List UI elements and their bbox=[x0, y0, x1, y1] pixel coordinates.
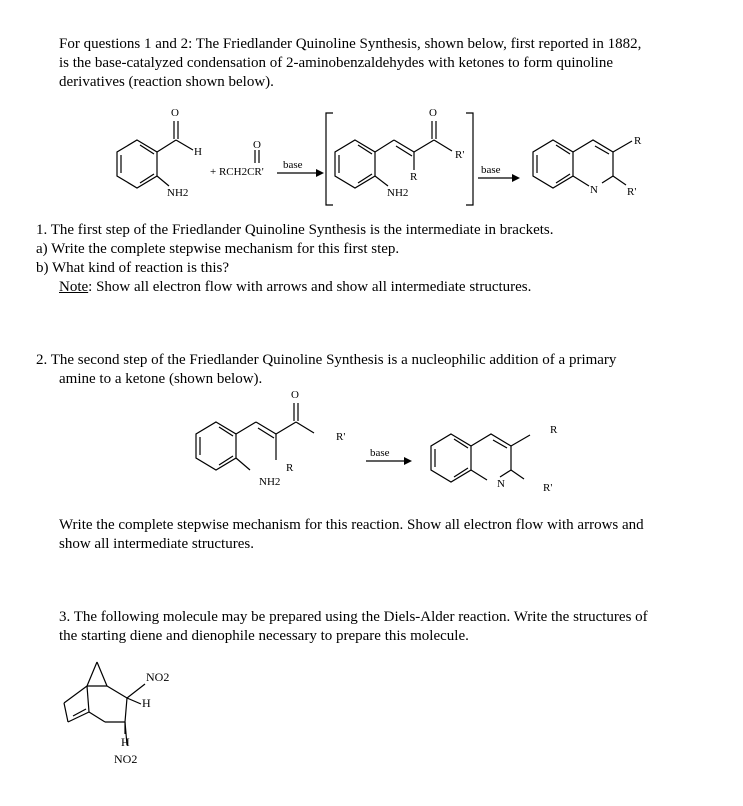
note-text: : Show all electron flow with arrows and show all intermediate structures. bbox=[88, 279, 532, 295]
aldehyde-nh2-label: NH2 bbox=[167, 187, 189, 199]
scheme-2-product-r-label: R bbox=[550, 424, 558, 436]
question-1-part-a: a) Write the complete stepwise mechanism for this first step. bbox=[36, 241, 400, 257]
intro-line-1: For questions 1 and 2: The Friedlander Quinoline Synthesis, shown below, first reported in 1882, bbox=[59, 36, 642, 52]
question-2-instruction-line-1: Write the complete stepwise mechanism for this reaction. Show all electron flow with arrows and bbox=[59, 517, 644, 533]
scheme-2-product-rprime-label: R' bbox=[543, 482, 553, 494]
scheme-2-rprime-label: R' bbox=[336, 431, 346, 443]
ketone-o-label: O bbox=[253, 139, 261, 151]
question-3-line-2: the starting diene and dienophile necessary to prepare this molecule. bbox=[59, 628, 469, 644]
product-rprime-label: R' bbox=[627, 186, 637, 198]
product-n-label: N bbox=[590, 184, 598, 196]
question-3-line-1: 3. The following molecule may be prepared using the Diels-Alder reaction. Write the structures of bbox=[59, 609, 648, 625]
question-1-title: 1. The first step of the Friedlander Quinoline Synthesis is the intermediate in brackets. bbox=[36, 222, 554, 238]
h-top-label: H bbox=[142, 696, 151, 710]
intermediate-nh2-label: NH2 bbox=[387, 187, 409, 199]
question-1-part-b: b) What kind of reaction is this? bbox=[36, 260, 230, 276]
intermediate-o-label: O bbox=[429, 107, 437, 119]
intro-line-2: is the base-catalyzed condensation of 2-aminobenzaldehydes with ketones to form quinoline bbox=[59, 55, 613, 71]
question-2-instruction-line-2: show all intermediate structures. bbox=[59, 536, 254, 552]
aldehyde-o-label: O bbox=[171, 107, 179, 119]
question-2-line-2: amine to a ketone (shown below). bbox=[59, 371, 263, 387]
product-r-label: R bbox=[634, 135, 642, 147]
scheme-2-arrow-label: base bbox=[370, 447, 390, 459]
intermediate-r-label: R bbox=[410, 171, 418, 183]
plus-ketone-label: + RCH2CR' bbox=[210, 166, 264, 178]
scheme-2-o-label: O bbox=[291, 389, 299, 401]
intro-line-3: derivatives (reaction shown below). bbox=[59, 74, 274, 90]
scheme-2-product-n-label: N bbox=[497, 478, 505, 490]
h-bottom-label: H bbox=[121, 735, 130, 749]
scheme-2-r-label: R bbox=[286, 462, 294, 474]
no2-bottom-label: NO2 bbox=[114, 752, 138, 766]
question-2-line-1: 2. The second step of the Friedlander Quinoline Synthesis is a nucleophilic addition of a primary bbox=[36, 352, 617, 368]
arrow-1-label: base bbox=[283, 159, 303, 171]
note-label: Note bbox=[59, 279, 89, 295]
intermediate-rprime-label: R' bbox=[455, 149, 465, 161]
arrow-2-label: base bbox=[481, 164, 501, 176]
aldehyde-h-label: H bbox=[194, 146, 202, 158]
scheme-2-nh2-label: NH2 bbox=[259, 476, 281, 488]
no2-top-label: NO2 bbox=[146, 670, 170, 684]
